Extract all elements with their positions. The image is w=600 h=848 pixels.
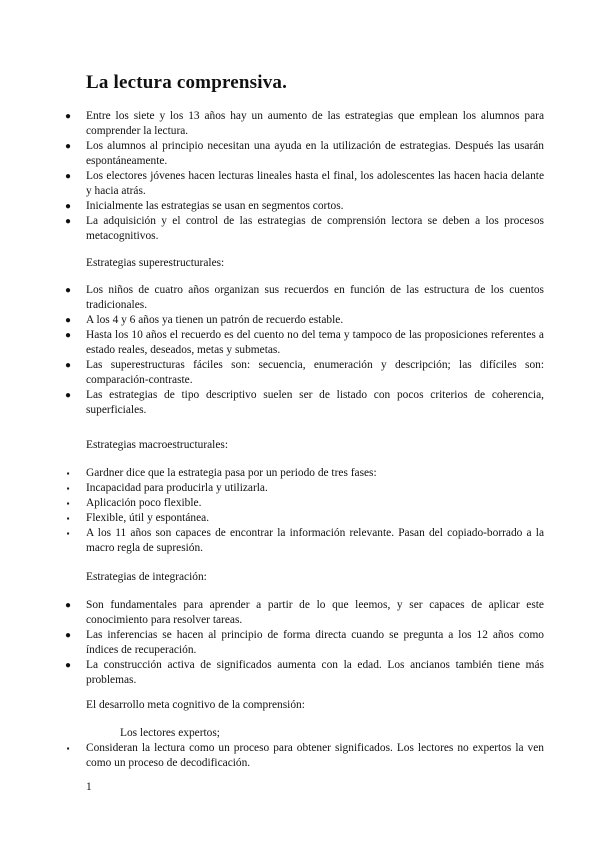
bullet-dot: ● bbox=[64, 201, 72, 212]
list-item-text: Las superestructuras fáciles son: secuencia, enumeración y descripción; las difíciles son: comparación-contraste. bbox=[86, 359, 544, 386]
list-item-text: Incapacidad para producirla y utilizarla. bbox=[86, 482, 268, 494]
bullet-square: ▪ bbox=[66, 744, 70, 753]
list-item bbox=[0, 496, 600, 511]
list-item-text: Hasta los 10 años el recuerdo es del cuento no del tema y tampoco de las proposiciones referentes a estado reales, deseados, metas y submetas. bbox=[86, 329, 544, 356]
list-item-text: A los 11 años son capaces de encontrar la información relevante. Pasan del copiado-borrado a la macro regla de supresión. bbox=[86, 527, 544, 554]
list-item-text: La construcción activa de significados aumenta con la edad. Los ancianos también tiene más problemas. bbox=[86, 659, 544, 686]
list-item-text: Los electores jóvenes hacen lecturas lineales hasta el final, los adolescentes las hacen hacia delante y hacia atrás. bbox=[86, 170, 544, 197]
page-title: La lectura comprensiva. bbox=[86, 72, 288, 93]
bullet-dot: ● bbox=[64, 141, 72, 152]
list-item bbox=[0, 358, 600, 388]
section-heading-macroestructurales: Estrategias macroestructurales: bbox=[86, 439, 229, 451]
bullet-dot: ● bbox=[64, 330, 72, 341]
superestructurales-list bbox=[0, 283, 600, 418]
subheading-lectores-expertos: Los lectores expertos; bbox=[120, 727, 220, 739]
list-item bbox=[0, 139, 600, 169]
list-item-text: Las inferencias se hacen al principio de forma directa cuando se pregunta a los 12 años como índices de recuperación. bbox=[86, 629, 544, 656]
list-item-text: Inicialmente las estrategias se usan en segmentos cortos. bbox=[86, 200, 344, 212]
list-item-text: Flexible, útil y espontánea. bbox=[86, 512, 210, 524]
bullet-dot: ● bbox=[64, 600, 72, 611]
bullet-dot: ● bbox=[64, 660, 72, 671]
list-item-text: Los niños de cuatro años organizan sus recuerdos en función de las estructura de los cuentos tradicionales. bbox=[86, 284, 544, 311]
intro-list bbox=[0, 109, 600, 244]
bullet-dot: ● bbox=[64, 111, 72, 122]
list-item bbox=[0, 481, 600, 496]
bullet-square: ▪ bbox=[66, 514, 70, 523]
list-item bbox=[0, 628, 600, 658]
bullet-dot: ● bbox=[64, 315, 72, 326]
list-item bbox=[0, 526, 600, 556]
list-item bbox=[0, 741, 600, 771]
bullet-square: ▪ bbox=[66, 484, 70, 493]
list-item-text: Gardner dice que la estrategia pasa por un periodo de tres fases: bbox=[86, 467, 377, 479]
bullet-dot: ● bbox=[64, 285, 72, 296]
page-number: 1 bbox=[86, 781, 92, 793]
list-item-text: La adquisición y el control de las estrategias de comprensión lectora se deben a los procesos metacognitivos. bbox=[86, 215, 544, 242]
macroestructurales-list bbox=[0, 466, 600, 556]
list-item bbox=[0, 109, 600, 139]
list-item-text: Son fundamentales para aprender a partir de lo que leemos, y ser capaces de aplicar este conocimiento para resolver tareas. bbox=[86, 599, 544, 626]
bullet-dot: ● bbox=[64, 360, 72, 371]
list-item bbox=[0, 658, 600, 688]
list-item bbox=[0, 328, 600, 358]
section-heading-integracion: Estrategias de integración: bbox=[86, 571, 207, 583]
bullet-dot: ● bbox=[64, 390, 72, 401]
list-item bbox=[0, 466, 600, 481]
list-item bbox=[0, 598, 600, 628]
list-item bbox=[0, 169, 600, 199]
section-heading-metacognitivo: El desarrollo meta cognitivo de la comprensión: bbox=[86, 699, 305, 711]
list-item-text: Las estrategias de tipo descriptivo suelen ser de listado con pocos criterios de coherencia, superficiales. bbox=[86, 389, 544, 416]
list-item bbox=[0, 388, 600, 418]
bullet-dot: ● bbox=[64, 216, 72, 227]
bullet-dot: ● bbox=[64, 630, 72, 641]
list-item-text: A los 4 y 6 años ya tienen un patrón de recuerdo estable. bbox=[86, 314, 344, 326]
bullet-dot: ● bbox=[64, 171, 72, 182]
list-item-text: Consideran la lectura como un proceso para obtener significados. Los lectores no expertos la ven como un proceso de decodificación. bbox=[86, 742, 544, 769]
list-item-text: Aplicación poco flexible. bbox=[86, 497, 202, 509]
list-item-text: Los alumnos al principio necesitan una ayuda en la utilización de estrategias. Después las usarán espontáneamente. bbox=[86, 140, 544, 167]
section-heading-superestructurales: Estrategias superestructurales: bbox=[86, 257, 225, 269]
list-item bbox=[0, 313, 600, 328]
bullet-square: ▪ bbox=[66, 469, 70, 478]
integracion-list bbox=[0, 598, 600, 688]
list-item bbox=[0, 283, 600, 313]
list-item bbox=[0, 511, 600, 526]
metacognitivo-list bbox=[0, 741, 600, 771]
bullet-square: ▪ bbox=[66, 499, 70, 508]
list-item bbox=[0, 214, 600, 244]
list-item bbox=[0, 199, 600, 214]
list-item-text: Entre los siete y los 13 años hay un aumento de las estrategias que emplean los alumnos para comprender la lectura. bbox=[86, 110, 544, 137]
bullet-square: ▪ bbox=[66, 529, 70, 538]
